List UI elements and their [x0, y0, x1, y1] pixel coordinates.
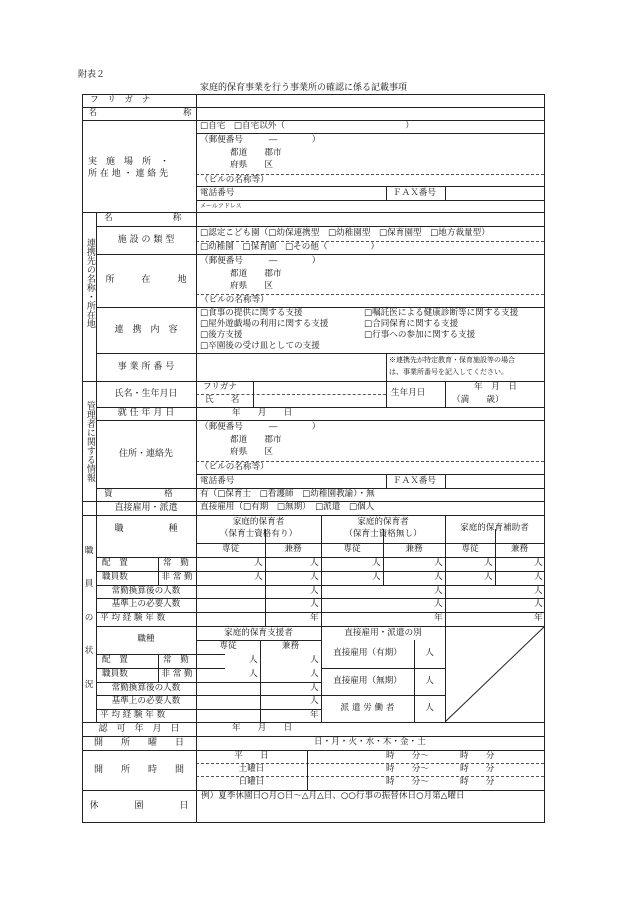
unit: 人	[534, 572, 543, 582]
employment-label: 直接雇用・派遣	[114, 502, 178, 513]
unit: 人	[434, 572, 443, 582]
coop-event: □行事への参加に関する支援	[364, 330, 476, 340]
fulltime-label-2: 常 勤	[163, 655, 189, 666]
license-date-label: 認 可 年 月 日	[98, 723, 180, 734]
rule	[196, 186, 544, 187]
closed-days-example: 例）夏季休園日○月○日〜△月△日、○○行事の振替休日○月第△曜日	[201, 791, 465, 801]
unit: 人	[310, 669, 319, 679]
unit: 人	[310, 683, 319, 693]
ken-3: 兼務	[510, 544, 529, 555]
appointment-date-label: 就 任 年 月 日	[117, 408, 175, 419]
note-line-2: は、事業所番号を記入してください。	[389, 368, 508, 376]
unit: 人	[534, 558, 543, 568]
frame-bottom	[82, 822, 545, 823]
partner-fuken: 府県 区	[230, 281, 273, 291]
form-title: 家庭的保育事業を行う事業所の確認に係る記載事項	[200, 83, 408, 93]
manager-address-label: 住所・連絡先	[118, 448, 173, 459]
coop-graduate: □卒園後の受け皿としての支援	[200, 341, 320, 351]
diagonal-slash	[445, 626, 545, 722]
name-label: 名 称	[88, 107, 192, 118]
sen-3: 専従	[461, 544, 479, 555]
manager-building: （ビルの名称等）	[200, 462, 269, 472]
required-label: 基準上の必要人数	[111, 599, 181, 610]
site-label-2: 所 在 地 ・ 連 絡 先	[88, 169, 169, 179]
ken-4: 兼務	[281, 641, 300, 652]
unit: 人	[372, 572, 381, 582]
ken-2: 兼務	[405, 544, 423, 555]
unit: 人	[425, 675, 434, 686]
unit: 人	[310, 599, 319, 609]
caregiver2-line1: 家庭的保育者	[357, 516, 409, 527]
parttime-label-2: 非 常 勤	[161, 669, 193, 680]
coop-joint: □合同保育に関する支援	[364, 319, 459, 329]
hours-from: 時 分〜	[386, 764, 429, 774]
unit: 人	[434, 599, 443, 609]
caregiver1-line1: 家庭的保育者	[232, 516, 285, 527]
unit: 年	[434, 613, 443, 623]
avg-exp-label-2: 平 均 経 験 年 数	[100, 709, 166, 720]
facility-type-1: □認定こども園（□幼保連携型 □幼稚園型 □保育園型 □地方裁量型）	[200, 228, 490, 238]
postal-code: （郵便番号 ― ）	[200, 135, 321, 145]
manager-tel: 電話番号	[200, 476, 235, 486]
unit: 人	[310, 572, 319, 582]
rule	[445, 381, 446, 407]
hours-from: 時 分〜	[386, 777, 429, 787]
open-hours-label: 開 所 時 間	[93, 764, 184, 775]
partner-section-label	[82, 212, 96, 354]
unit: 人	[484, 572, 493, 582]
building-name: （ビルの名称等）	[200, 175, 269, 185]
unit: 年	[310, 613, 319, 623]
coop-doctor: □嘱託医による健康診断等に関する支援	[364, 308, 519, 318]
supporter-header: 家庭的保育支援者	[224, 627, 293, 638]
partner-todo: 都道 郡市	[230, 269, 282, 279]
age: （満 歳）	[452, 395, 504, 405]
place-choice: □自宅 □自宅以外（ ）	[200, 121, 414, 131]
employment-options: 直接雇用（□有期 □無期） □派遣 □個人	[200, 502, 375, 512]
coop-backup: □後方支援	[200, 330, 243, 340]
staff-char: の	[84, 612, 94, 623]
unit: 人	[372, 558, 381, 568]
appointment-date: 年 月 日	[232, 408, 293, 418]
hours-from: 時 分〜	[386, 751, 429, 761]
partner-postal: （郵便番号 ― ）	[200, 256, 321, 266]
staff-count-label-2: 職員数	[102, 669, 128, 680]
qualification-options: 有（□保育士 □看護師 □幼稚園教諭）・無	[200, 489, 375, 499]
partner-name-label: 名 称	[104, 213, 182, 224]
unit: 人	[425, 702, 434, 713]
email-label: メールアドレス	[200, 203, 242, 210]
job-type-2-label: 職種	[137, 634, 155, 645]
annex-label: 附表２	[78, 70, 106, 80]
hours-to: 時 分	[460, 764, 495, 774]
manager-name-label: 氏名・生年月日	[114, 388, 178, 399]
birth-ymd: 年 月 日	[474, 382, 517, 392]
rule	[196, 94, 197, 822]
rule	[196, 200, 544, 201]
unit: 年	[534, 613, 543, 623]
partner-address-label: 所 在 地	[105, 275, 187, 286]
job-type-label: 職 種	[114, 523, 178, 534]
weekdays: 日・月・火・水・木・金・土	[314, 737, 426, 747]
unit: 人	[249, 655, 258, 665]
assistant-header: 家庭的保育補助者	[460, 523, 529, 534]
manager-fuken: 府県 区	[230, 447, 273, 457]
fulltime-label: 常 勤	[163, 558, 189, 569]
staff-count-label: 職員数	[102, 572, 128, 583]
staff-section-label	[82, 515, 96, 722]
qualification-label: 資 格	[104, 488, 173, 499]
manager-todo: 都道 郡市	[230, 435, 282, 445]
rule	[253, 381, 254, 407]
unit: 人	[310, 696, 319, 706]
staff-char: 員	[84, 579, 94, 590]
facility-type-label: 施 設 の 類 型	[117, 234, 175, 245]
rule	[445, 186, 446, 200]
tel-label: 電話番号	[200, 188, 235, 198]
facility-type-2: □幼稚園 □保育園 □その他（ ）	[200, 242, 380, 252]
unit: 人	[310, 586, 319, 596]
sen-2: 専従	[343, 544, 361, 555]
cooperation-label: 連 携 内 容	[114, 324, 178, 335]
caregiver1-line2: （保育士資格有り）	[219, 528, 298, 539]
coop-meal: □食事の提供に関する支援	[200, 308, 303, 318]
unit: 人	[425, 648, 434, 659]
manager-fax: ＦＡＸ番号	[393, 476, 436, 486]
unit: 人	[534, 599, 543, 609]
sen-4: 専従	[219, 641, 237, 652]
unit: 人	[310, 655, 319, 665]
sunday-label: 日曜日	[238, 777, 265, 788]
unit: 人	[254, 558, 263, 568]
required-label-2: 基準上の必要人数	[111, 696, 181, 707]
parttime-label: 非 常 勤	[161, 572, 193, 583]
fax-label: ＦＡＸ番号	[393, 188, 436, 198]
birth-label: 生年月日	[391, 388, 426, 398]
open-days-label: 開 所 曜 日	[93, 737, 184, 748]
weekday-label: 平 日	[234, 751, 269, 762]
unit: 人	[249, 669, 258, 679]
rule	[307, 750, 308, 790]
unit: 年	[310, 710, 319, 720]
hours-to: 時 分	[460, 777, 495, 787]
emp-type-header: 直接雇用・派遣の別	[344, 627, 422, 638]
manager-vertical-text: 管理者に関する情報	[84, 400, 95, 482]
direct-fixed: 直接雇用（有期）	[333, 648, 402, 659]
staff-char: 況	[84, 679, 94, 690]
note-line-1: ※連携先が特定教育・保育施設等の場合	[389, 356, 515, 364]
shimei-label: 氏 名	[205, 395, 240, 405]
site-label-1: 実 施 場 所 ・	[88, 157, 170, 167]
caregiver2-line2: （保育士資格無し）	[344, 528, 422, 539]
unit: 人	[310, 558, 319, 568]
unit: 人	[534, 586, 543, 596]
partner-vertical-text: 連携先の名称・所在地	[84, 238, 95, 328]
closed-days-label: 休 園 日	[89, 800, 189, 811]
haichi-label: 配 置	[102, 558, 128, 569]
sen-1: 専従	[221, 544, 240, 555]
coop-playground: □屋外遊戯場の利用に関する支援	[200, 319, 329, 329]
rule	[386, 381, 387, 407]
fte-label-2: 常勤換算後の人数	[111, 682, 181, 693]
office-number-label: 事 業 所 番 号	[117, 361, 175, 372]
ken-1: 兼務	[284, 544, 302, 555]
haichi-label-2: 配 置	[102, 655, 128, 666]
manager-section-label	[82, 381, 96, 501]
dispatch-worker: 派 遣 労 働 者	[340, 702, 395, 713]
saturday-label: 土曜日	[238, 764, 265, 775]
hours-to: 時 分	[460, 751, 495, 761]
staff-char: 状	[84, 646, 94, 657]
unit: 人	[434, 586, 443, 596]
staff-char: 職	[84, 546, 94, 557]
manager-postal: （郵便番号 ― ）	[200, 422, 321, 432]
rule	[386, 474, 387, 488]
unit: 人	[484, 558, 493, 568]
furigana-small: フリガナ	[203, 382, 237, 392]
direct-indef: 直接雇用（無期）	[333, 675, 402, 686]
rule	[445, 474, 446, 488]
avg-exp-label: 平 均 経 験 年 数	[100, 613, 166, 624]
rule	[196, 474, 544, 475]
rule	[386, 186, 387, 200]
fuken-ku: 府県 区	[230, 160, 273, 170]
furigana-label: フ リ ガ ナ	[90, 94, 151, 105]
unit: 人	[434, 558, 443, 568]
license-date: 年 月 日	[232, 723, 293, 733]
todo-gun: 都道 郡市	[230, 148, 282, 158]
unit: 人	[254, 572, 263, 582]
rule	[196, 133, 544, 134]
fte-label: 常勤換算後の人数	[111, 585, 181, 596]
partner-building: （ビルの名称等）	[200, 295, 269, 305]
rule	[386, 353, 387, 381]
